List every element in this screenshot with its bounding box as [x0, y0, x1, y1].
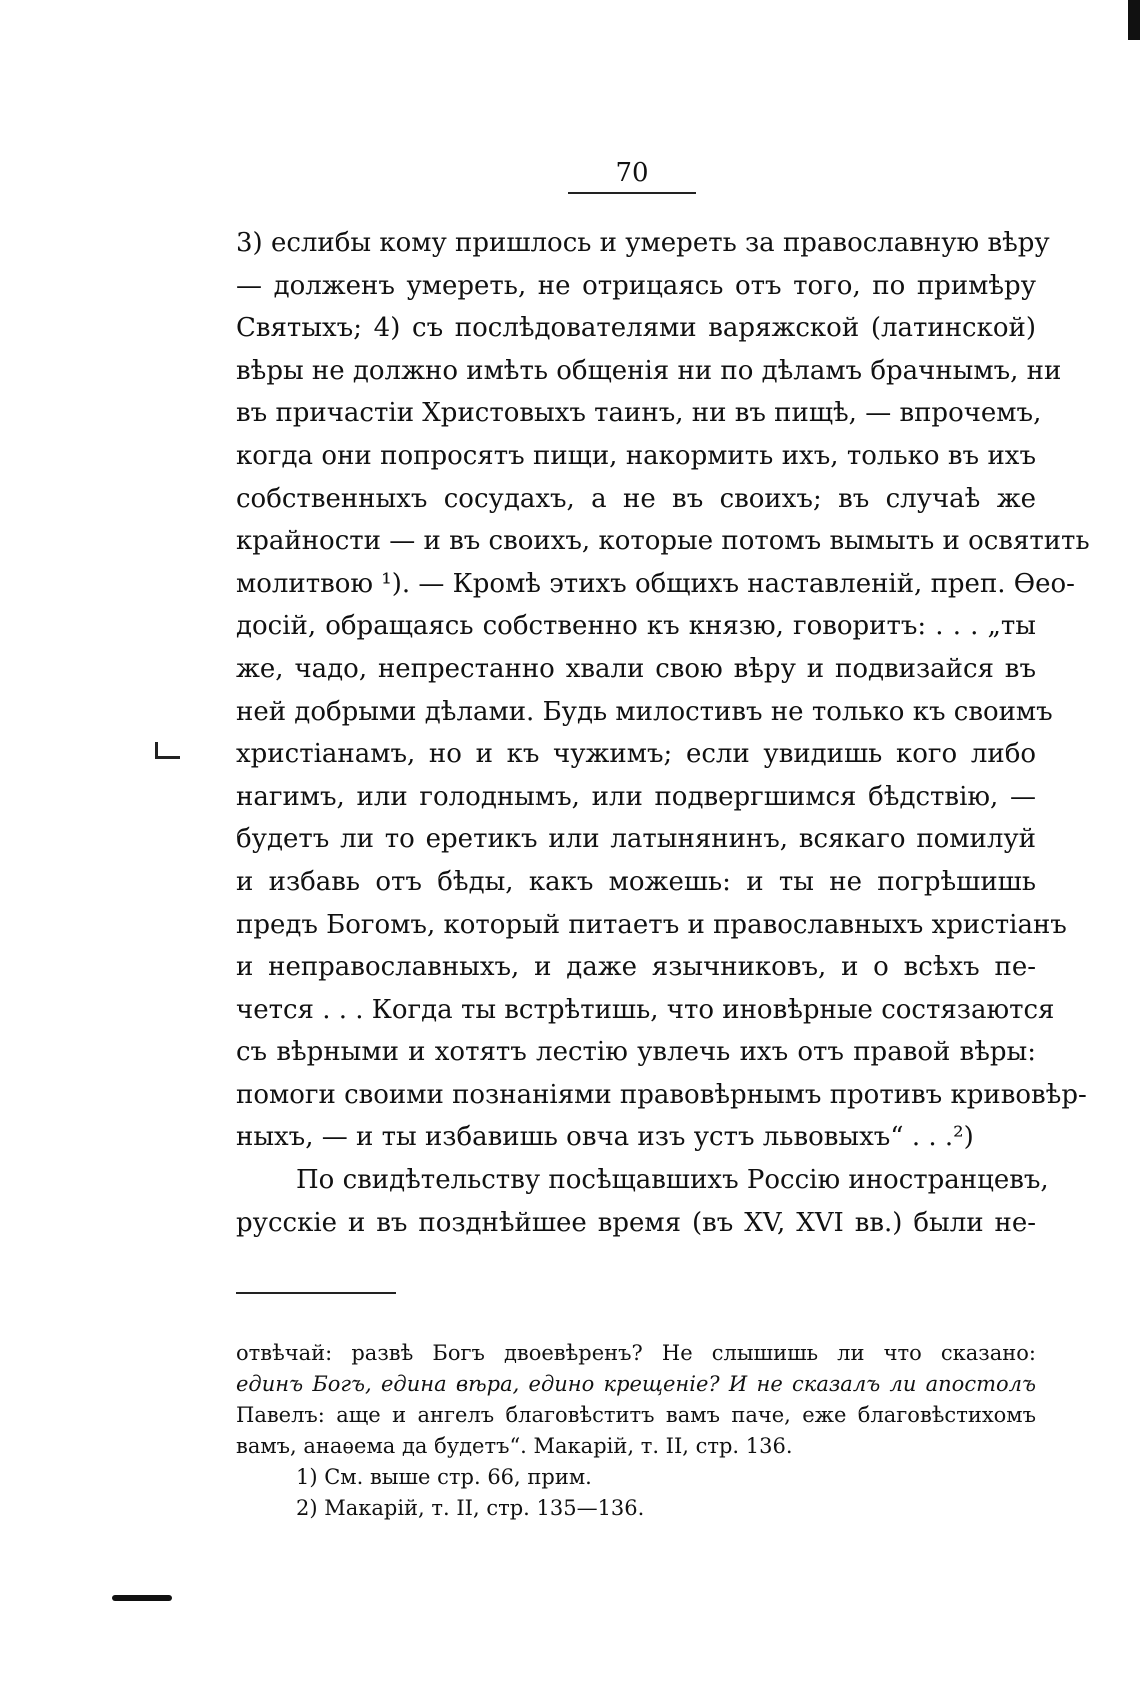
footnote-1: 1) См. выше стр. 66, прим.	[296, 1465, 592, 1489]
body-line: христіанамъ, но и къ чужимъ; если увидишь кого либо	[236, 739, 1036, 770]
footnote-line: отвѣчай: развѣ Богъ двоевѣренъ? Не слышишь ли что сказано:	[236, 1341, 1036, 1365]
page-edge-mark	[1128, 0, 1140, 40]
body-line: же, чадо, непрестанно хвали свою вѣру и подвизайся въ	[236, 653, 1036, 684]
body-line: вѣры не должно имѣть общенія ни по дѣламъ брачнымъ, ни	[236, 355, 1062, 386]
body-line: и неправославныхъ, и даже язычниковъ, и о всѣхъ пе-	[236, 952, 1036, 983]
body-text	[236, 222, 1090, 1244]
body-line: ныхъ, — и ты избавишь овча изъ устъ львовыхъ“ . . .²)	[236, 1122, 974, 1153]
footnote-line: Павелъ: аще и ангелъ благовѣститъ вамъ паче, еже благовѣстихомъ	[236, 1403, 1036, 1427]
body-line: предъ Богомъ, который питаетъ и православныхъ христіанъ	[236, 909, 1067, 940]
body-line: будетъ ли то еретикъ или латынянинъ, всякаго помилуй	[236, 824, 1036, 855]
body-line: въ причастіи Христовыхъ таинъ, ни въ пищѣ, — впрочемъ,	[236, 398, 1042, 429]
body-line: чется . . . Когда ты встрѣтишь, что иновѣрные состязаются	[236, 994, 1055, 1025]
body-line: 3) еслибы кому пришлось и умереть за православную вѣру	[236, 228, 1050, 258]
footnote-line: единъ Богъ, едина вѣра, едино крещеніе? И не сказалъ ли апостолъ	[236, 1372, 1036, 1396]
ink-smudge	[112, 1595, 172, 1601]
body-line: когда они попросятъ пищи, накормить ихъ, только въ ихъ	[236, 440, 1036, 471]
margin-mark	[155, 742, 180, 759]
body-line: нагимъ, или голоднымъ, или подвергшимся бѣдствію, —	[236, 781, 1036, 812]
body-line: съ вѣрными и хотятъ лестію увлечь ихъ отъ правой вѣры:	[236, 1037, 1036, 1068]
body-line: Святыхъ; 4) съ послѣдователями варяжской (латинской)	[236, 313, 1036, 344]
body-line: крайности — и въ своихъ, которые потомъ вымыть и освятить	[236, 526, 1090, 557]
footnotes	[236, 1338, 1036, 1524]
footnote-line: вамъ, анаѳема да будетъ“. Макарій, т. II, стр. 136.	[236, 1434, 793, 1458]
body-line: собственныхъ сосудахъ, а не въ своихъ; въ случаѣ же	[236, 483, 1036, 514]
footnote-2: 2) Макарій, т. II, стр. 135—136.	[296, 1496, 645, 1520]
body-line: — долженъ умереть, не отрицаясь отъ того, по примѣру	[236, 270, 1036, 301]
body-line: досій, обращаясь собственно къ князю, говоритъ: . . . „ты	[236, 611, 1036, 642]
body-line: и избавь отъ бѣды, какъ можешь: и ты не погрѣшишь	[236, 866, 1036, 897]
footnote-separator	[236, 1292, 396, 1294]
body-line: помоги своими познаніями правовѣрнымъ противъ кривовѣр-	[236, 1079, 1087, 1110]
body-line: русскіе и въ позднѣйшее время (въ XV, XVI вв.) были не-	[236, 1207, 1036, 1238]
paragraph-start-line: По свидѣтельству посѣщавшихъ Россію иностранцевъ,	[296, 1165, 1049, 1196]
body-line: ней добрыми дѣлами. Будь милостивъ не только къ своимъ	[236, 696, 1053, 727]
body-line: молитвою ¹). — Кромѣ этихъ общихъ наставленій, преп. Ѳео-	[236, 568, 1075, 599]
page-number: 70	[568, 156, 696, 194]
